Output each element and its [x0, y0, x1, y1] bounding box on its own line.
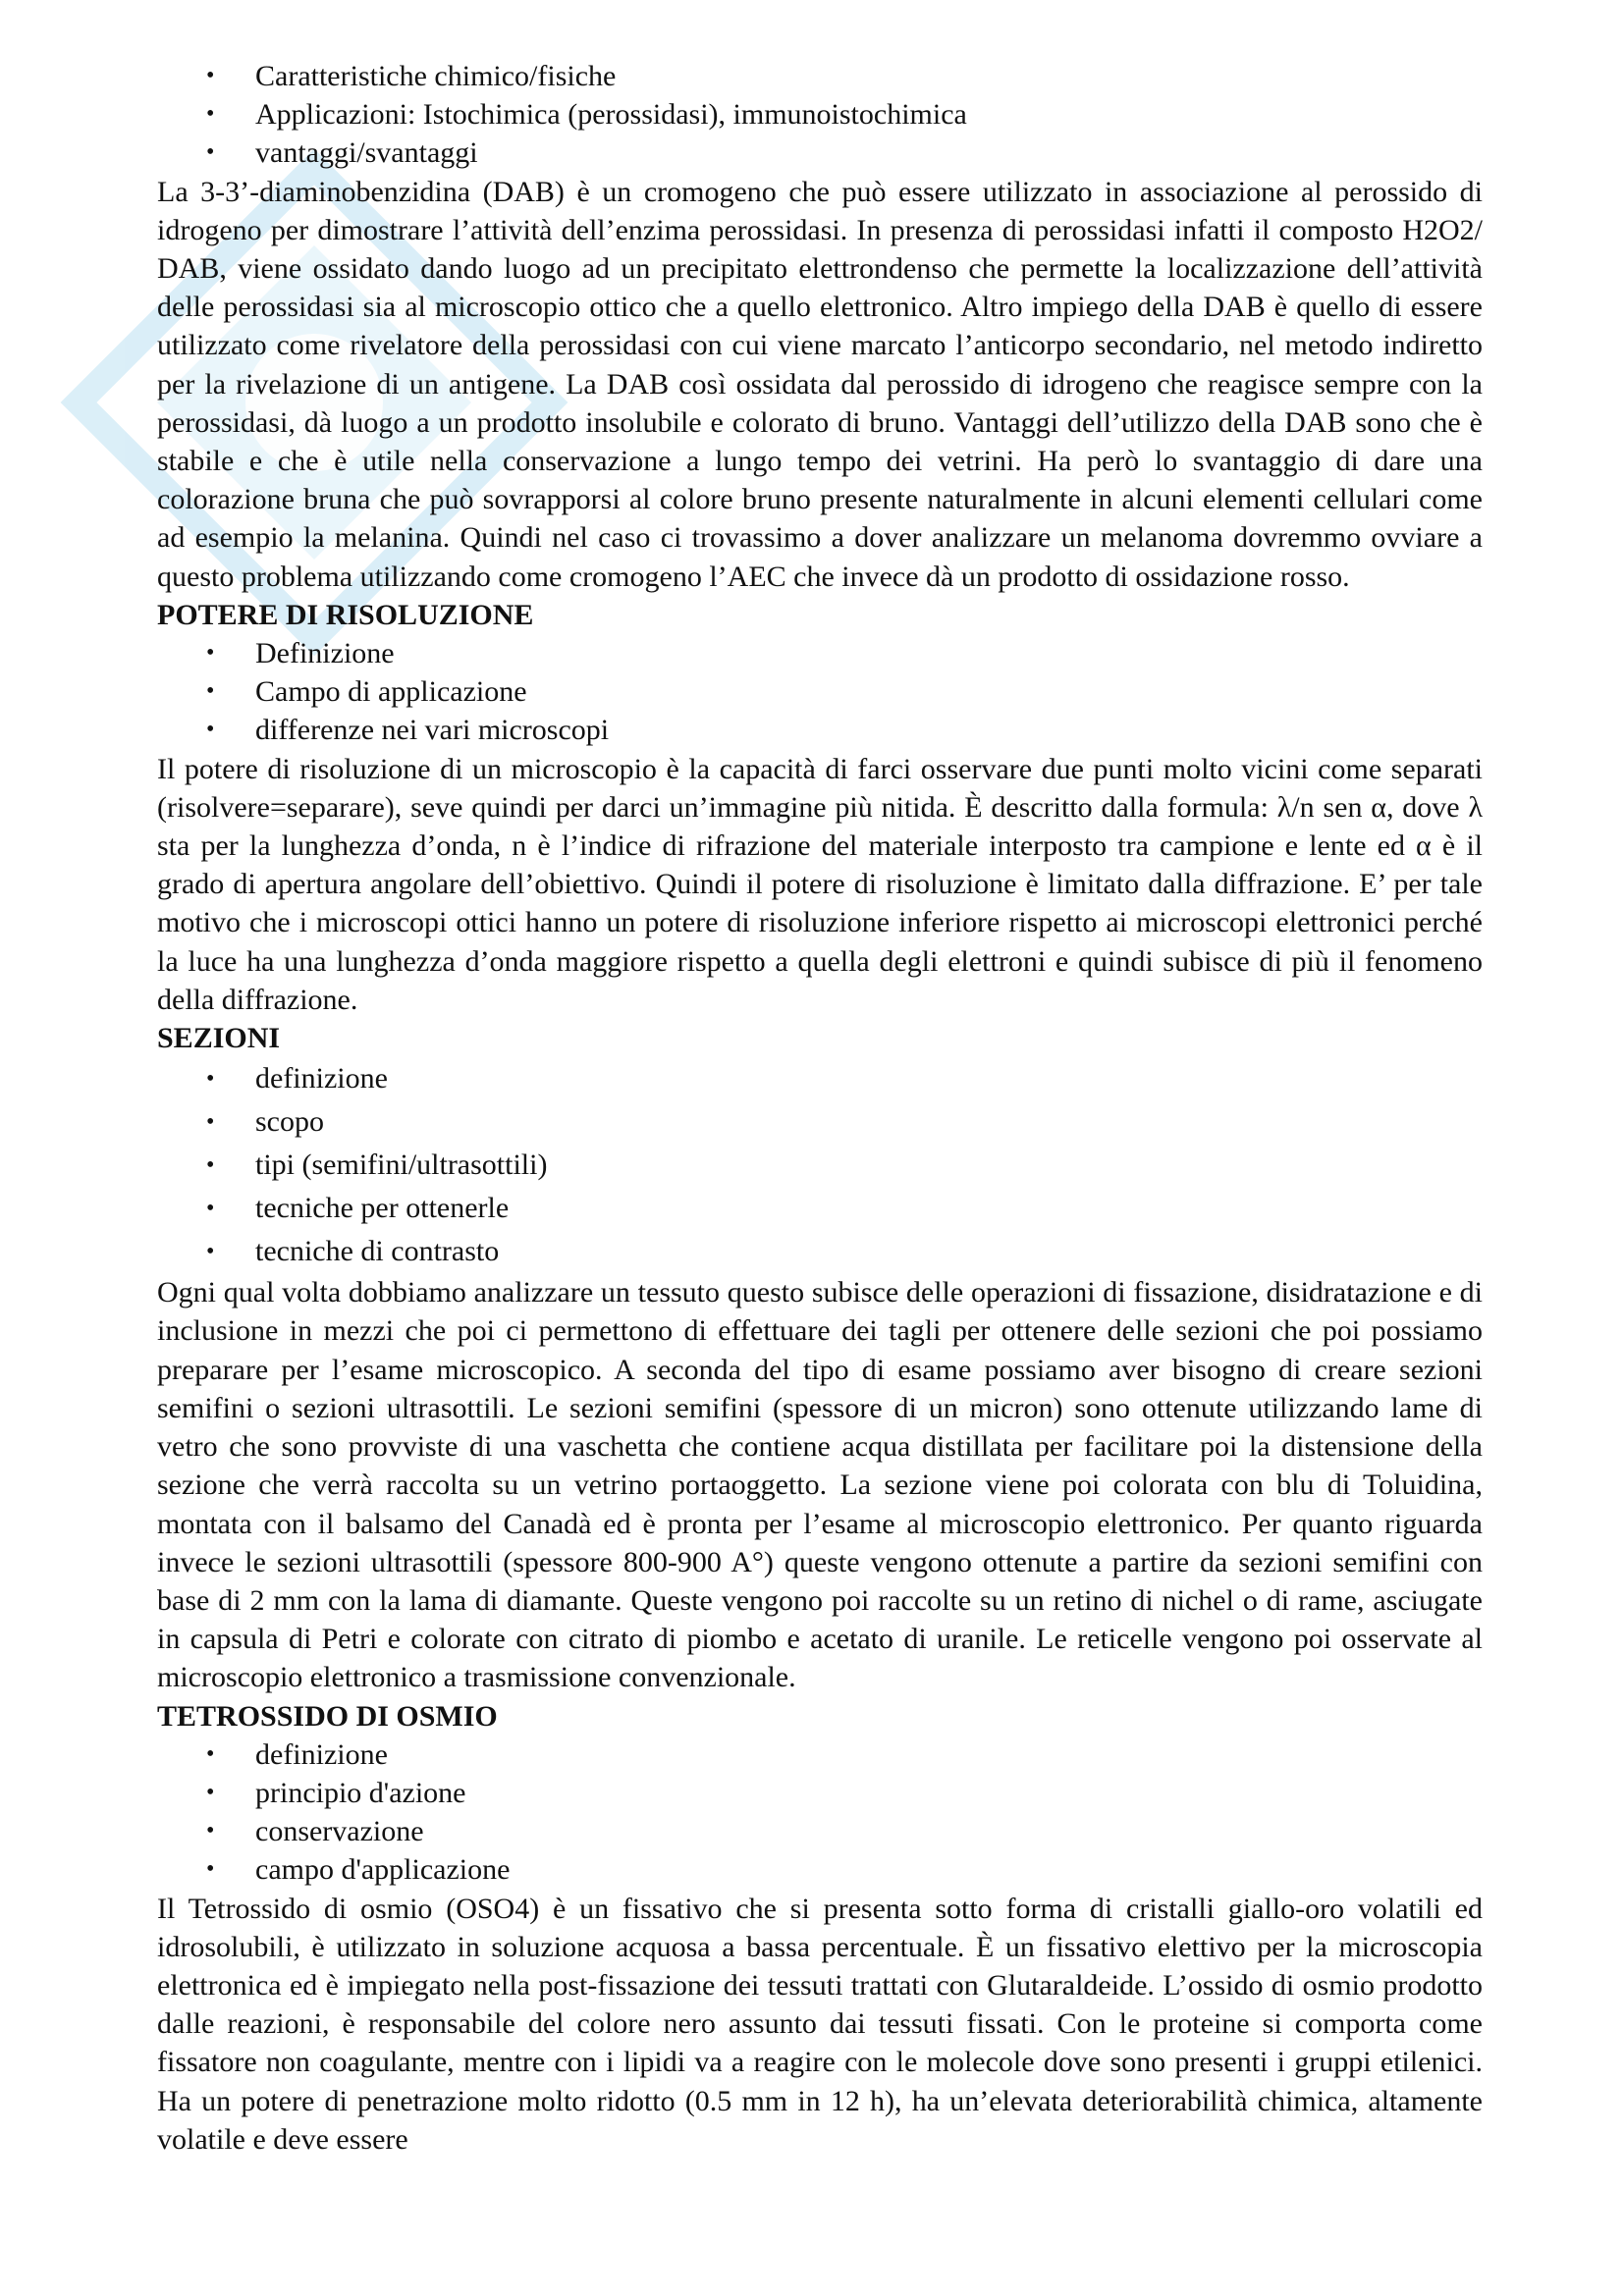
list-item: • Campo di applicazione [157, 672, 1483, 711]
risoluzione-bullet-list [157, 634, 1483, 750]
heading-sezioni: SEZIONI [157, 1022, 281, 1055]
sezioni-bullet-list [157, 1057, 1483, 1273]
list-item: • tipi (semifini/ultrasottili) [157, 1144, 1483, 1187]
list-item: • Caratteristiche chimico/fisiche [157, 57, 1483, 95]
osmio-bullet-list [157, 1735, 1483, 1890]
paragraph-dab: La 3-3’-diaminobenzidina (DAB) è un cromogeno che può essere utilizzato in associazione al perossido di idrogeno per dimostrare l’attività dell’enzima perossidasi. In presenza di perossidasi infatti il composto H2O2/ DAB, viene ossidato dando luogo ad un precipitato elettrondenso che permette la localizzazione dell’attività delle perossidasi sia al microscopio ottico che a quello elettronico. Altro impiego della DAB è quello di essere utilizzato come rivelatore della perossidasi con cui viene marcato l’anticorpo secondario, nel metodo indiretto per la rivelazione di un antigene. La DAB così ossidata dal perossido di idrogeno che reagisce sempre con la perossidasi, dà luogo a un prodotto insolubile e colorato di bruno. Vantaggi dell’utilizzo della DAB sono che è stabile e che è utile nella conservazione a lungo tempo dei vetrini. Ha però lo svantaggio di dare una colorazione bruna che può sovrapporsi al colore bruno presente naturalmente in alcuni elementi cellulari come ad esempio la melanina. Quindi nel caso ci trovassimo a dover analizzare un melanoma dovremmo ovviare a questo problema utilizzando come cromogeno l’AEC che invece dà un prodotto di ossidazione rosso. [157, 175, 1483, 593]
list-item: • definizione [157, 1057, 1483, 1100]
list-item: • definizione [157, 1735, 1483, 1774]
paragraph-risoluzione: Il potere di risoluzione di un microscopio è la capacità di farci osservare due punti molto vicini come separati (risolvere=separare), seve quindi per darci un’immagine più nitida. È descritto dalla formula: λ/n sen α, dove λ sta per la lunghezza d’onda, n è l’indice di rifrazione del materiale interposto tra campione e lente ed α è il grado di apertura angolare dell’obiettivo. Quindi il potere di risoluzione è limitato dalla diffrazione. E’ per tale motivo che i microscopi ottici hanno un potere di risoluzione inferiore rispetto ai microscopi elettronici perché la luce ha una lunghezza d’onda maggiore rispetto a quella degli elettroni e quindi subisce di più il fenomeno della diffrazione. [157, 752, 1483, 1016]
list-item: • differenze nei vari microscopi [157, 711, 1483, 749]
list-item: • Definizione [157, 634, 1483, 672]
intro-bullet-list [157, 57, 1483, 173]
list-item: • scopo [157, 1100, 1483, 1144]
list-item: • Applicazioni: Istochimica (perossidasi), immunoistochimica [157, 95, 1483, 133]
paragraph-osmio: Il Tetrossido di osmio (OSO4) è un fissativo che si presenta sotto forma di cristalli giallo-oro volatili ed idrosolubili, è utilizzato in soluzione acquosa a bassa percentuale. È un fissativo elettivo per la microscopia elettronica ed è impiegato nella post-fissazione dei tessuti trattati con Glutaraldeide. L’ossido di osmio prodotto dalle reazioni, è responsabile del colore nero assunto dai tessuti fissati. Con le proteine si comporta come fissatore non coagulante, mentre con i lipidi va a reagire con le molecole dove sono presenti i gruppi etilenici. Ha un potere di penetrazione molto ridotto (0.5 mm in 12 h), ha un’elevata deteriorabilità chimica, altamente volatile e deve essere [157, 1892, 1483, 2156]
heading-tetrossido-di-osmio: TETROSSIDO DI OSMIO [157, 1699, 498, 1733]
list-item: • tecniche di contrasto [157, 1230, 1483, 1273]
paragraph-sezioni: Ogni qual volta dobbiamo analizzare un tessuto questo subisce delle operazioni di fissazione, disidratazione e di inclusione in mezzi che poi ci permettono di effettuare dei tagli per ottenere delle sezioni che poi possiamo preparare per l’esame microscopico. A seconda del tipo di esame possiamo aver bisogno di creare sezioni semifini o sezioni ultrasottili. Le sezioni semifini (spessore di un micron) sono ottenute utilizzando lame di vetro che sono provviste di una vaschetta che contiene acqua distillata per facilitare poi la distensione della sezione che verrà raccolta su un vetrino portaoggetto. La sezione viene poi colorata con blu di Toluidina, montata con il balsamo del Canadà ed è pronta per l’esame al microscopio elettronico. Per quanto riguarda invece le sezioni ultrasottili (spessore 800-900 A°) queste vengono ottenute a partire da sezioni semifini con base di 2 mm con la lama di diamante. Queste vengono poi raccolte su un retino di nichel o di rame, asciugate in capsula di Petri e colorate con citrato di piombo e acetato di uranile. Le reticelle vengono poi osservate al microscopio elettronico a trasmissione convenzionale. [157, 1276, 1483, 1694]
heading-potere-di-risoluzione: POTERE DI RISOLUZIONE [157, 598, 534, 631]
document-page [157, 57, 1483, 2159]
list-item: • tecniche per ottenerle [157, 1187, 1483, 1230]
list-item: • vantaggi/svantaggi [157, 133, 1483, 172]
list-item: • campo d'applicazione [157, 1850, 1483, 1889]
list-item: • conservazione [157, 1812, 1483, 1850]
list-item: • principio d'azione [157, 1774, 1483, 1812]
